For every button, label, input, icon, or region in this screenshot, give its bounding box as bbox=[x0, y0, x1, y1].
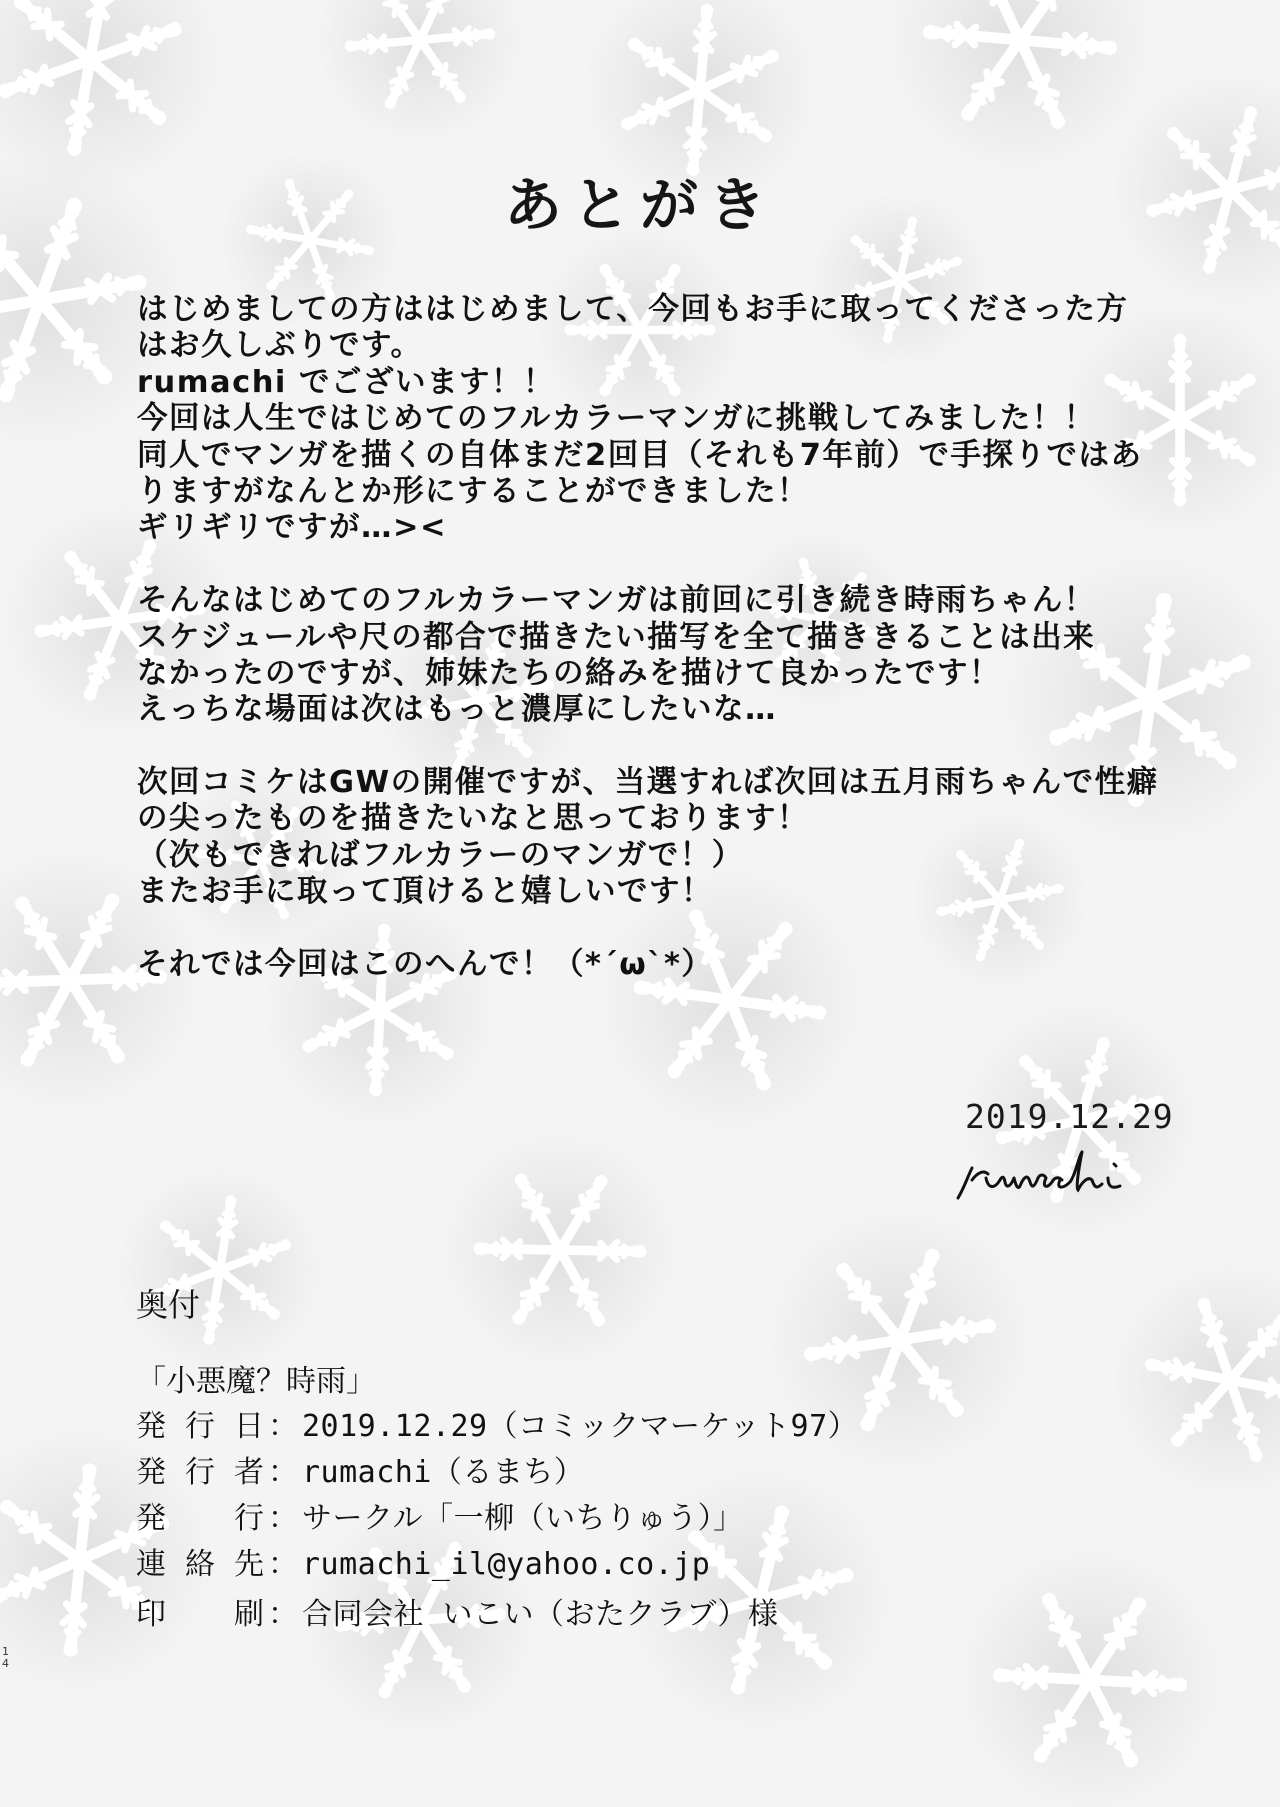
afterword-date: 2019.12.29 bbox=[965, 1097, 1174, 1136]
afterword-line: 同人でマンガを描くの自体まだ2回目（それも7年前）で手探りではあ bbox=[137, 437, 1143, 473]
row-label: 連絡先 bbox=[136, 1547, 264, 1582]
afterword-line: 次回コミケはGWの開催ですが、当選すれば次回は五月雨ちゃんで性癖 bbox=[137, 765, 1159, 801]
row-separator: ： bbox=[268, 1547, 298, 1582]
afterword-line bbox=[137, 547, 1147, 583]
colophon-row-printer bbox=[136, 1589, 778, 1633]
afterword-line: えっちな場面は次はもっと濃厚にしたいな… bbox=[137, 692, 777, 728]
row-value: rumachi_il@yahoo.co.jp bbox=[302, 1547, 711, 1582]
page-number-digit: 1 bbox=[2, 1645, 9, 1658]
colophon-row-publisher bbox=[136, 1447, 584, 1491]
afterword-line: 今回は人生ではじめてのフルカラーマンガに挑戦してみました！！ bbox=[137, 401, 1096, 437]
afterword-line: の尖ったものを描きたいなと思っております！ bbox=[137, 801, 809, 837]
colophon-row-circle bbox=[136, 1493, 744, 1537]
book-title: 「小悪魔？時雨」 bbox=[136, 1364, 376, 1399]
page-number-digit: 4 bbox=[2, 1657, 9, 1670]
row-separator: ： bbox=[268, 1501, 298, 1536]
row-separator: ： bbox=[268, 1455, 298, 1490]
row-separator: ： bbox=[268, 1409, 298, 1444]
colophon-row-publish-date bbox=[136, 1401, 858, 1445]
afterword-line: それでは今回はこのへんで！（*´ω`*） bbox=[137, 947, 714, 983]
afterword-body bbox=[137, 292, 1159, 983]
author-signature bbox=[950, 1148, 1150, 1208]
afterword-line: （次もできればフルカラーのマンガで！） bbox=[137, 837, 744, 873]
row-value: 合同会社 いこい（おたクラブ）様 bbox=[302, 1597, 779, 1632]
row-value: 2019.12.29（コミックマーケット97） bbox=[302, 1409, 859, 1444]
page-title: あとがき bbox=[503, 171, 776, 239]
afterword-line: rumachi でございます！！ bbox=[137, 364, 555, 400]
afterword-line bbox=[137, 729, 1147, 765]
row-label: 印刷 bbox=[136, 1597, 264, 1632]
colophon-heading: 奥付 bbox=[136, 1286, 201, 1324]
afterword-line: はお久しぶりです。 bbox=[137, 328, 423, 364]
row-label: 発行日 bbox=[136, 1409, 264, 1444]
afterword-line: そんなはじめてのフルカラーマンガは前回に引き続き時雨ちゃん！ bbox=[137, 583, 1096, 619]
row-label: 発行 bbox=[136, 1501, 264, 1536]
row-separator: ： bbox=[268, 1597, 298, 1632]
afterword-line: なかったのですが、姉妹たちの絡みを描けて良かったです！ bbox=[137, 655, 1001, 691]
colophon-row-contact bbox=[136, 1539, 710, 1583]
page-number bbox=[2, 1646, 12, 1670]
afterword-line: またお手に取って頂けると嬉しいです！ bbox=[137, 874, 713, 910]
afterword-line bbox=[137, 911, 1147, 947]
afterword-line: スケジュールや尺の都合で描きたい描写を全て描ききることは出来 bbox=[137, 619, 1096, 655]
afterword-line: りますがなんとか形にすることができました！ bbox=[137, 473, 809, 509]
row-value: サークル「一柳（いちりゅう）」 bbox=[302, 1501, 744, 1536]
afterword-line: はじめましての方ははじめまして、今回もお手に取ってくださった方 bbox=[137, 292, 1129, 327]
afterword-line: ギリギリですが…>< bbox=[137, 510, 448, 546]
row-label: 発行者 bbox=[136, 1455, 264, 1490]
row-value: rumachi（るまち） bbox=[302, 1455, 585, 1490]
